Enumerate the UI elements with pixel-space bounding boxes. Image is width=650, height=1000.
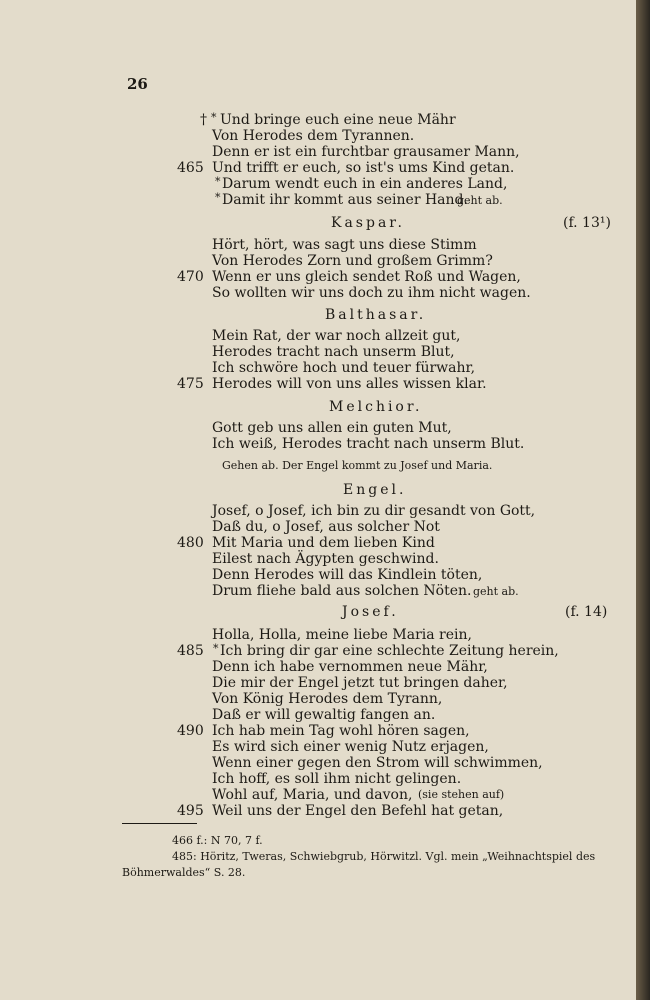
page-number: 26 <box>127 75 148 93</box>
line-number: 495 <box>177 803 204 819</box>
verse-line: Die mir der Engel jetzt tut bringen daher, <box>212 675 508 691</box>
speaker-heading: Balthasar. <box>325 307 427 323</box>
book-binding-edge <box>636 0 650 1000</box>
verse-line: Eilest nach Ägypten geschwind. <box>212 551 439 567</box>
verse-line: Es wird sich einer wenig Nutz erjagen, <box>212 739 489 755</box>
stage-direction: (sie stehen auf) <box>418 788 505 801</box>
star-mark: * <box>215 175 221 188</box>
verse-line: Josef, o Josef, ich bin zu dir gesandt von Gott, <box>212 503 536 519</box>
verse-line: Von Herodes dem Tyrannen. <box>212 128 415 144</box>
verse-line: Ich hab mein Tag wohl hören sagen, <box>212 723 470 739</box>
verse-line: Ich bring dir gar eine schlechte Zeitung herein, <box>220 643 559 659</box>
speaker-heading: Josef. <box>342 604 399 620</box>
line-number: 480 <box>177 535 204 551</box>
verse-line: Ich hoff, es soll ihm nicht gelingen. <box>212 771 462 787</box>
verse-line: Denn er ist ein furchtbar grausamer Mann, <box>212 144 520 160</box>
verse-line: Gott geb uns allen ein guten Mut, <box>212 420 452 436</box>
verse-line: So wollten wir uns doch zu ihm nicht wagen. <box>212 285 531 301</box>
verse-line: Weil uns der Engel den Befehl hat getan, <box>212 803 504 819</box>
verse-line: Daß er will gewaltig fangen an. <box>212 707 436 723</box>
line-number: 475 <box>177 376 204 392</box>
stage-direction: Gehen ab. Der Engel kommt zu Josef und Maria. <box>222 459 493 472</box>
verse-line: Hört, hört, was sagt uns diese Stimm <box>212 237 477 253</box>
speaker-heading: Melchior. <box>329 399 423 415</box>
footnote: 485: Höritz, Tweras, Schwiebgrub, Hörwitzl. Vgl. mein „Weihnachtspiel des <box>172 850 596 863</box>
dagger-mark: † <box>200 112 207 128</box>
verse-line: Herodes tracht nach unserm Blut, <box>212 344 455 360</box>
star-mark: * <box>211 111 217 124</box>
verse-line: Und trifft er euch, so ist's ums Kind getan. <box>212 160 515 176</box>
verse-line: Drum fliehe bald aus solchen Nöten. <box>212 583 472 599</box>
verse-line: Wenn einer gegen den Strom will schwimmen, <box>212 755 543 771</box>
stage-direction: geht ab. <box>473 585 519 598</box>
verse-line: Von Herodes Zorn und großem Grimm? <box>212 253 493 269</box>
verse-line: Wohl auf, Maria, und davon, <box>212 787 413 803</box>
verse-line: Wenn er uns gleich sendet Roß und Wagen, <box>212 269 521 285</box>
verse-line: Ich weiß, Herodes tracht nach unserm Blut. <box>212 436 525 452</box>
verse-line: Von König Herodes dem Tyrann, <box>212 691 443 707</box>
verse-line: Und bringe euch eine neue Mähr <box>220 112 456 128</box>
footnote-continuation: Böhmerwaldes“ S. 28. <box>122 866 246 879</box>
line-number: 470 <box>177 269 204 285</box>
stage-direction: geht ab. <box>457 194 503 207</box>
verse-line: Denn Herodes will das Kindlein töten, <box>212 567 483 583</box>
line-number: 465 <box>177 160 204 176</box>
verse-line: Daß du, o Josef, aus solcher Not <box>212 519 440 535</box>
footnote: 466 f.: N 70, 7 f. <box>172 834 263 847</box>
verse-line: Herodes will von uns alles wissen klar. <box>212 376 487 392</box>
star-mark: * <box>213 642 219 655</box>
star-mark: * <box>215 191 221 204</box>
line-number: 490 <box>177 723 204 739</box>
verse-line: Mein Rat, der war noch allzeit gut, <box>212 328 461 344</box>
folio-reference: (f. 13¹) <box>563 215 611 231</box>
verse-line: Holla, Holla, meine liebe Maria rein, <box>212 627 472 643</box>
speaker-heading: Kaspar. <box>331 215 405 231</box>
speaker-heading: Engel. <box>343 482 407 498</box>
footnote-divider <box>122 823 197 824</box>
verse-line: Darum wendt euch in ein anderes Land, <box>222 176 508 192</box>
line-number: 485 <box>177 643 204 659</box>
folio-reference: (f. 14) <box>565 604 608 620</box>
verse-line: Damit ihr kommt aus seiner Hand. <box>222 192 468 208</box>
verse-line: Denn ich habe vernommen neue Mähr, <box>212 659 488 675</box>
verse-line: Mit Maria und dem lieben Kind <box>212 535 435 551</box>
verse-line: Ich schwöre hoch und teuer fürwahr, <box>212 360 476 376</box>
